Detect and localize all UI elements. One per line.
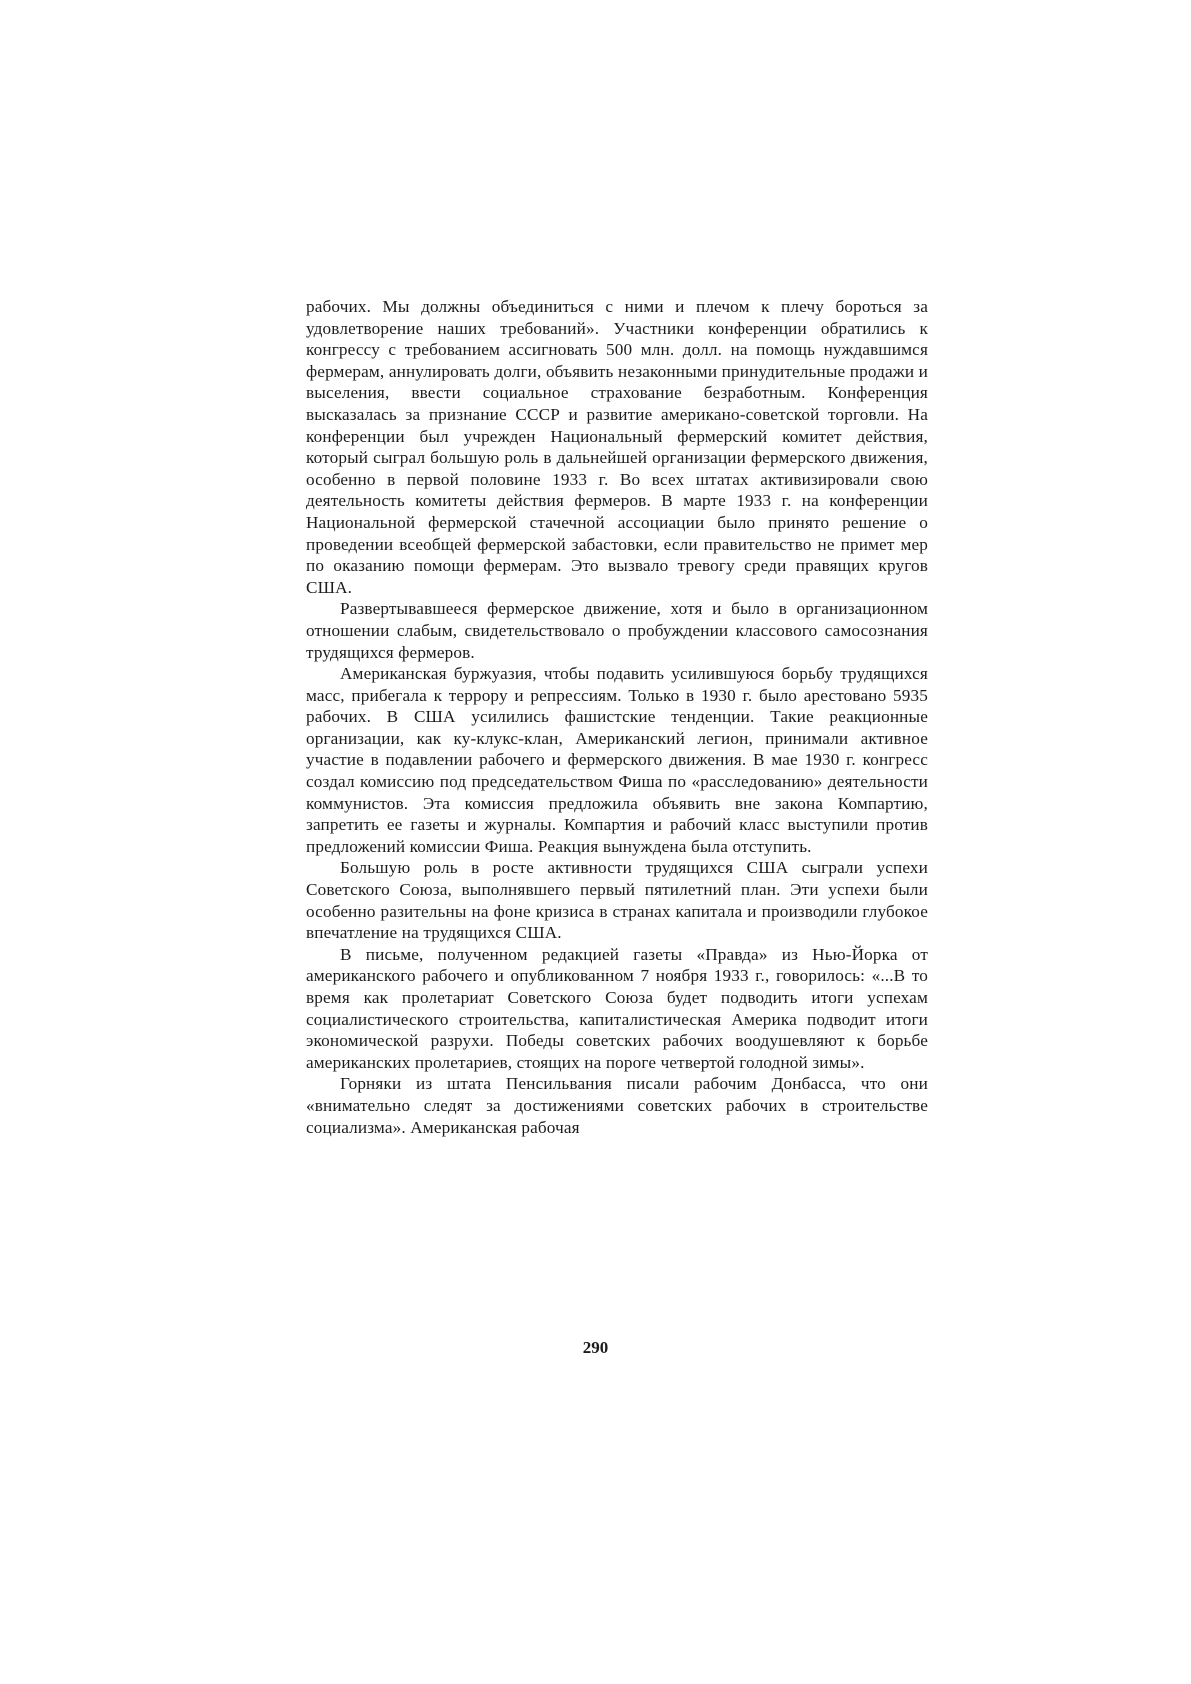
paragraph: Американская буржуазия, чтобы подавить усилившуюся борьбу трудящихся масс, прибегала к террору и репрессиям. Только в 1930 г. было арестовано 5935 рабочих. В США усилились фашистские тенденции. Такие реакционные организации, как ку-клукс-клан, Американский легион, принимали активное участие в подавлении рабочего и фермерского движения. В мае 1930 г. конгресс создал комиссию под председательством Фиша по «расследованию» деятельности коммунистов. Эта комиссия предложила объявить вне закона Компартию, запретить ее газеты и журналы. Компартия и рабочий класс выступили против предложений комиссии Фиша. Реакция вынуждена была отступить. (306, 664, 928, 856)
paragraph: Развертывавшееся фермерское движение, хотя и было в организационном отношении слабым, свидетельствовало о пробуждении классового самосознания трудящихся фермеров. (306, 599, 928, 662)
page-number: 290 (582, 1338, 609, 1357)
paragraph: Горняки из штата Пенсильвания писали рабочим Донбасса, что они «внимательно следят за достижениями советских рабочих в строительстве социализма». Американская рабочая (306, 1074, 928, 1137)
body-text (306, 296, 928, 1138)
paragraph: В письме, полученном редакцией газеты «Правда» из Нью-Йорка от американского рабочего и опубликованном 7 ноября 1933 г., говорилось: «...В то время как пролетариат Советского Союза будет подводить итоги успехам социалистического строительства, капиталистическая Америка подводит итоги экономической разрухи. Победы советских рабочих воодушевляют к борьбе американских пролетариев, стоящих на пороге четвертой голодной зимы». (306, 944, 928, 1072)
paragraph: Большую роль в росте активности трудящихся США сыграли успехи Советского Союза, выполнявшего первый пятилетний план. Эти успехи были особенно разительны на фоне кризиса в странах капитала и производили глубокое впечатление на трудящихся США. (306, 858, 928, 943)
paragraph: рабочих. Мы должны объединиться с ними и плечом к плечу бороться за удовлетворение наших требований». Участники конференции обратились к конгрессу с требованием ассигновать 500 млн. долл. на помощь нуждавшимся фермерам, аннулировать долги, объявить незаконными принудительные продажи и выселения, ввести социальное страхование безработным. Конференция высказалась за признание СССР и развитие американо-советской торговли. На конференции был учрежден Национальный фермерский комитет действия, который сыграл большую роль в дальнейшей организации фермерского движения, особенно в первой половине 1933 г. Во всех штатах активизировали свою деятельность комитеты действия фермеров. В марте 1933 г. на конференции Национальной фермерской стачечной ассоциации было принято решение о проведении всеобщей фермерской забастовки, если правительство не примет мер по оказанию помощи фермерам. Это вызвало тревогу среди правящих кругов США. (306, 297, 928, 597)
